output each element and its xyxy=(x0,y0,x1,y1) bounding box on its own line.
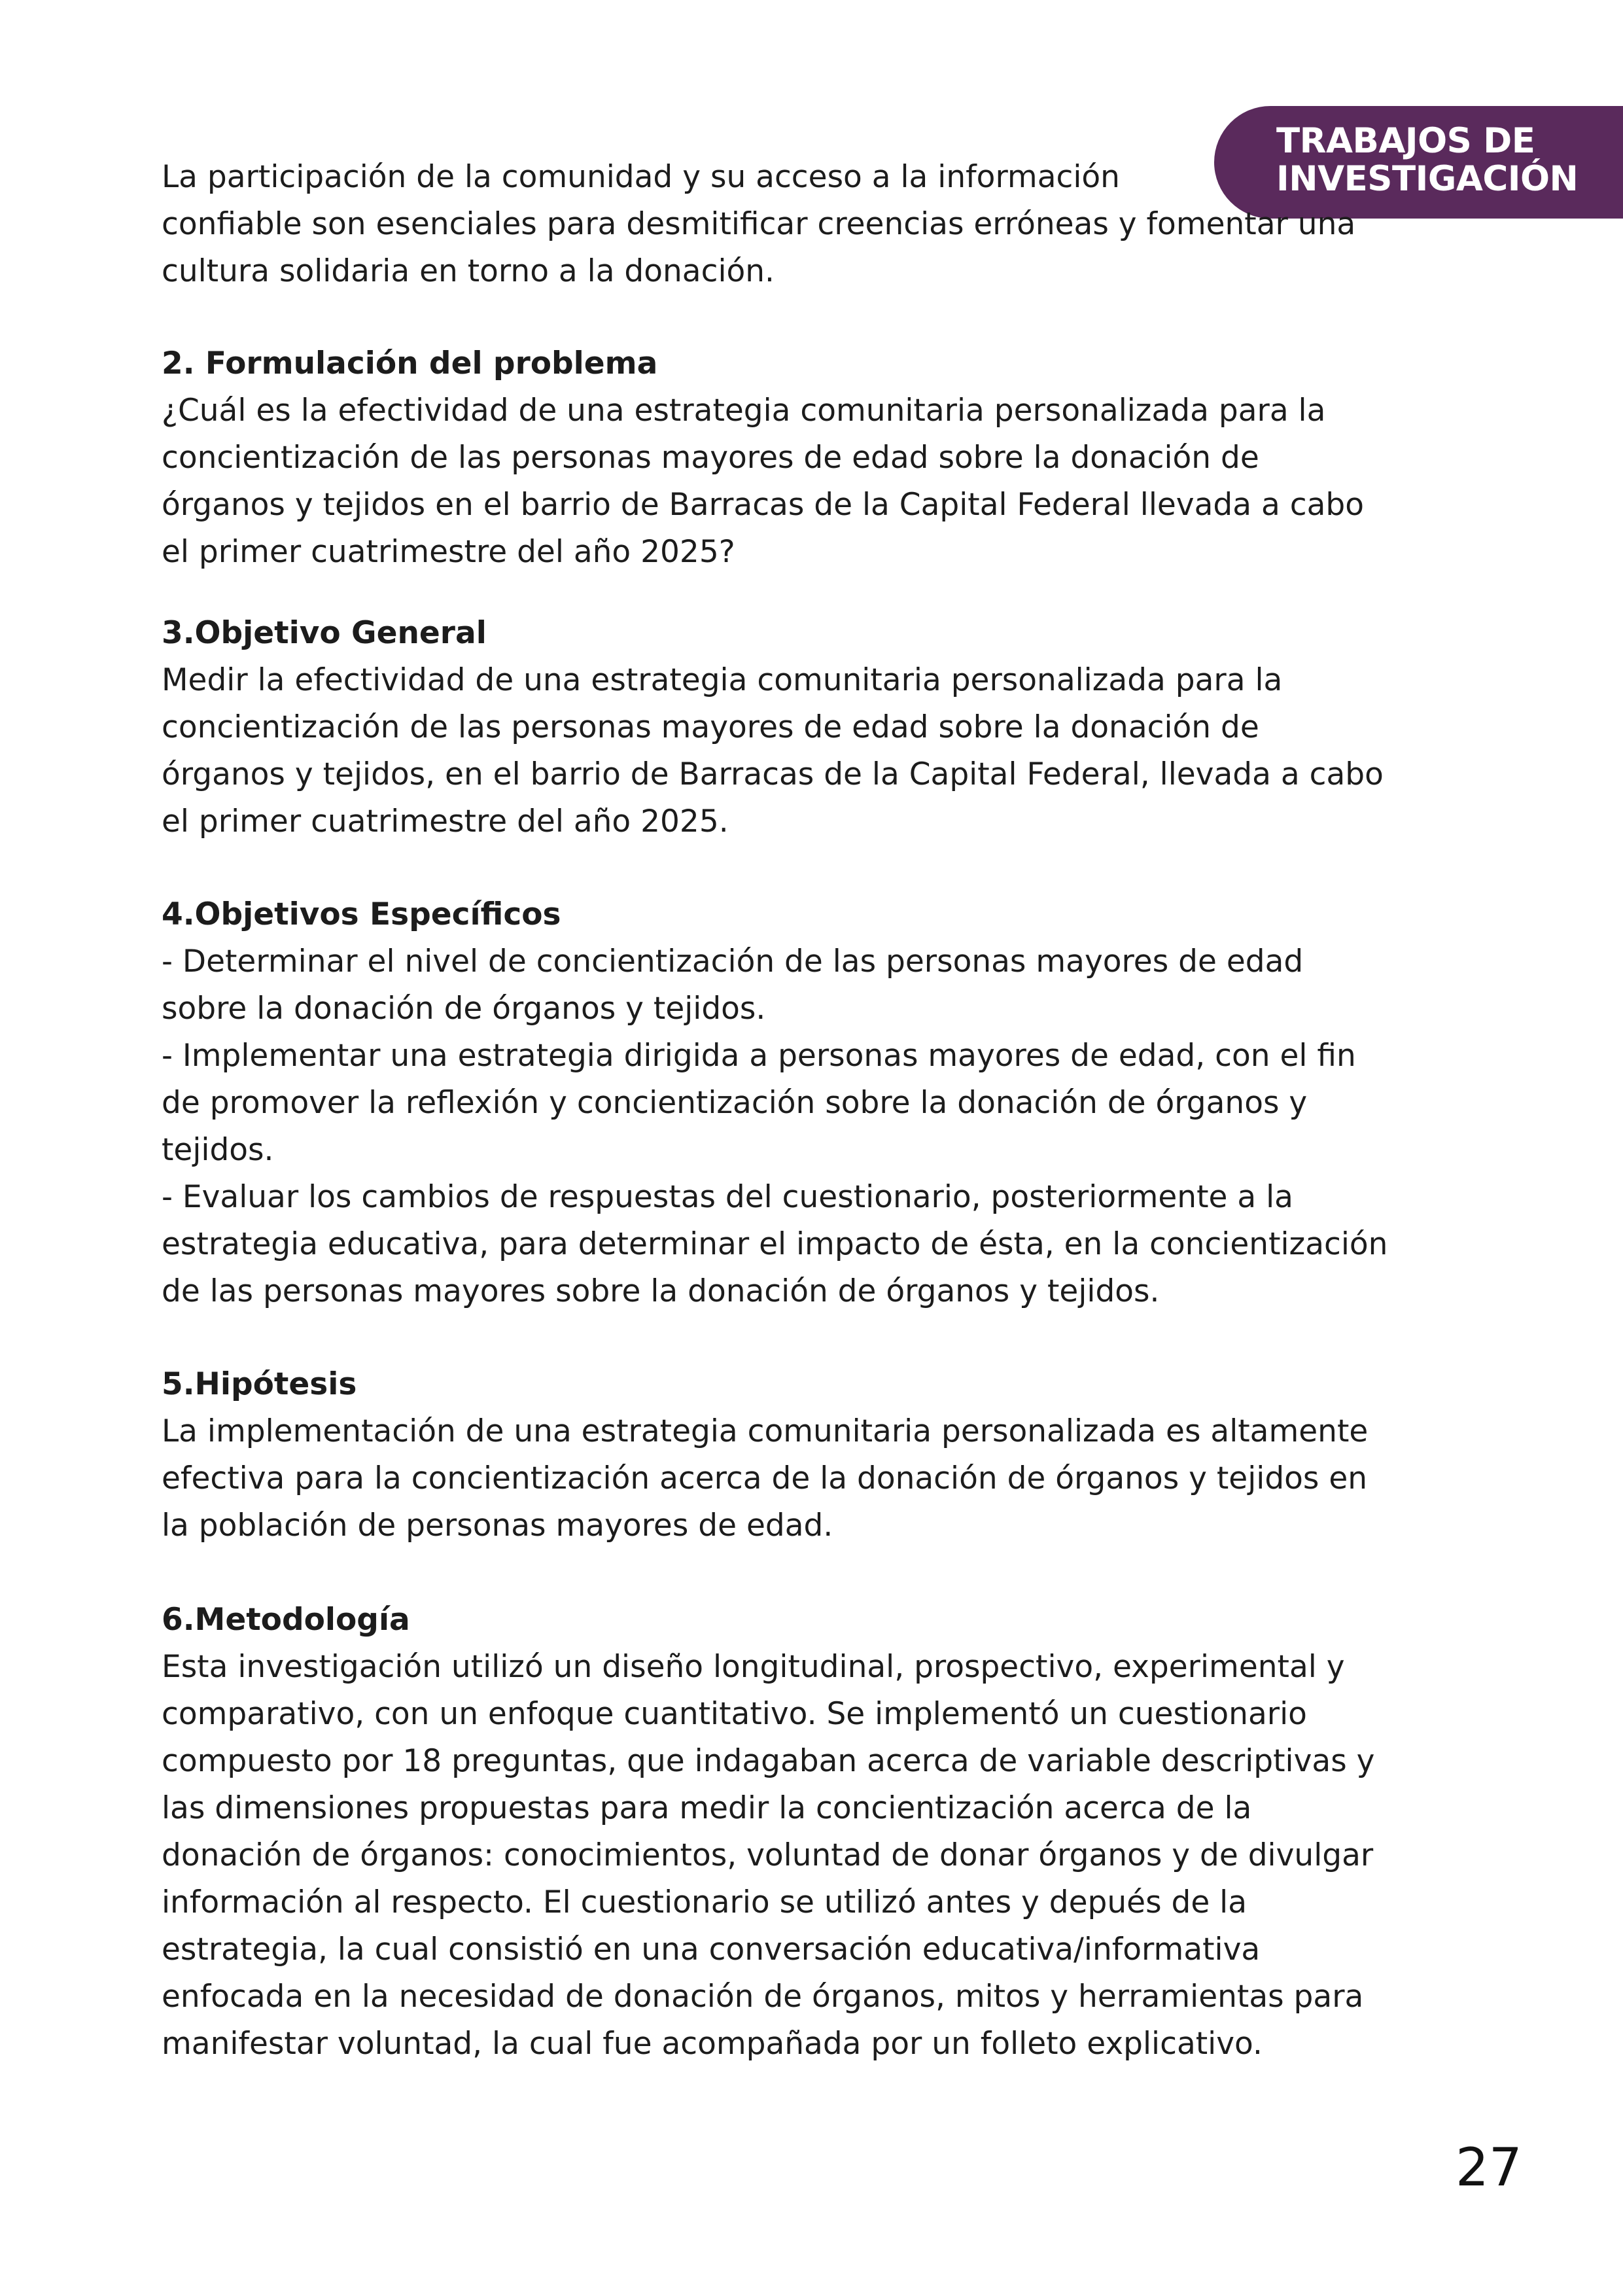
section-line: la población de personas mayores de edad. xyxy=(162,1508,833,1544)
page-number: 27 xyxy=(1456,2137,1522,2198)
section-line: concientización de las personas mayores de edad sobre la donación de xyxy=(162,440,1259,476)
section-line: órganos y tejidos, en el barrio de Barracas de la Capital Federal, llevada a cabo xyxy=(162,756,1384,792)
section-line: el primer cuatrimestre del año 2025? xyxy=(162,534,735,570)
section-heading: 5.Hipótesis xyxy=(162,1366,357,1402)
section-heading: 3.Objetivo General xyxy=(162,615,487,651)
section-line: manifestar voluntad, la cual fue acompañada por un folleto explicativo. xyxy=(162,2026,1263,2062)
section-line: las dimensiones propuestas para medir la concientización acerca de la xyxy=(162,1790,1252,1826)
section-specific-objectives xyxy=(162,891,1476,1315)
section-line: información al respecto. El cuestionario se utilizó antes y depués de la xyxy=(162,1884,1248,1920)
section-line: órganos y tejidos en el barrio de Barracas de la Capital Federal llevada a cabo xyxy=(162,487,1364,523)
section-heading: 6.Metodología xyxy=(162,1602,410,1638)
section-line: tejidos. xyxy=(162,1132,274,1168)
section-line: el primer cuatrimestre del año 2025. xyxy=(162,804,729,839)
section-line: - Evaluar los cambios de respuestas del cuestionario, posteriormente a la xyxy=(162,1179,1293,1215)
section-line: ¿Cuál es la efectividad de una estrategia comunitaria personalizada para la xyxy=(162,393,1326,429)
intro-line: cultura solidaria en torno a la donación. xyxy=(162,253,775,289)
section-line: Medir la efectividad de una estrategia comunitaria personalizada para la xyxy=(162,662,1283,698)
section-line: sobre la donación de órganos y tejidos. xyxy=(162,991,766,1027)
section-heading: 4.Objetivos Específicos xyxy=(162,896,561,932)
intro-line: La participación de la comunidad y su acceso a la información xyxy=(162,159,1120,195)
section-line: estrategia, la cual consistió en una conversación educativa/informativa xyxy=(162,1932,1261,1968)
section-heading: 2. Formulación del problema xyxy=(162,345,658,381)
section-line: compuesto por 18 preguntas, que indagaban acerca de variable descriptivas y xyxy=(162,1743,1375,1779)
section-problem xyxy=(162,340,1476,576)
section-line: comparativo, con un enfoque cuantitativo. Se implementó un cuestionario xyxy=(162,1696,1307,1732)
section-line: estrategia educativa, para determinar el impacto de ésta, en la concientización xyxy=(162,1226,1388,1262)
section-general-objective xyxy=(162,610,1476,845)
section-methodology xyxy=(162,1597,1476,2068)
section-line: La implementación de una estrategia comunitaria personalizada es altamente xyxy=(162,1413,1369,1449)
intro-line: confiable son esenciales para desmitificar creencias erróneas y fomentar una xyxy=(162,206,1356,242)
intro-paragraph xyxy=(162,154,1476,295)
section-line: enfocada en la necesidad de donación de órganos, mitos y herramientas para xyxy=(162,1979,1364,2015)
section-line: de las personas mayores sobre la donación de órganos y tejidos. xyxy=(162,1273,1160,1309)
section-hypothesis xyxy=(162,1361,1476,1549)
section-line: donación de órganos: conocimientos, voluntad de donar órganos y de divulgar xyxy=(162,1837,1374,1873)
section-line: Esta investigación utilizó un diseño longitudinal, prospectivo, experimental y xyxy=(162,1649,1345,1685)
section-tab-line-2: INVESTIGACIÓN xyxy=(1276,159,1579,199)
section-line: - Implementar una estrategia dirigida a personas mayores de edad, con el fin xyxy=(162,1038,1356,1074)
section-line: concientización de las personas mayores de edad sobre la donación de xyxy=(162,709,1259,745)
section-line: - Determinar el nivel de concientización de las personas mayores de edad xyxy=(162,944,1304,980)
section-line: efectiva para la concientización acerca de la donación de órganos y tejidos en xyxy=(162,1460,1368,1496)
section-tab-line-1: TRABAJOS DE xyxy=(1276,121,1535,161)
section-line: de promover la reflexión y concientización sobre la donación de órganos y xyxy=(162,1085,1308,1121)
